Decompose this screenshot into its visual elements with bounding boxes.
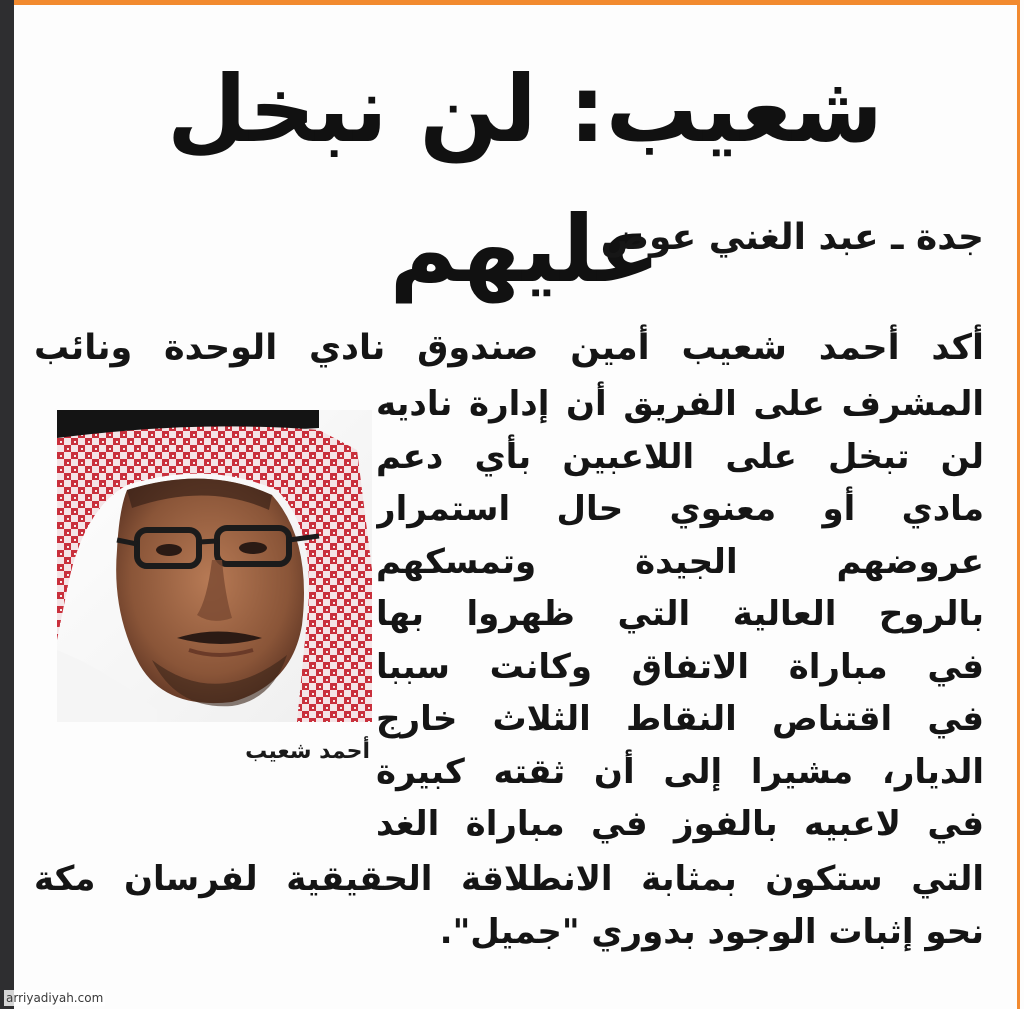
left-edge-bar [0,0,14,1009]
body-line: الديار، مشيرا إلى أن ثقته كبيرة [376,751,984,792]
body-line: التي ستكون بمثابة الانطلاقة الحقيقية لفرسان مكة [34,859,984,899]
body-line: نحو إثبات الوجود بدوري "جميل". [439,911,984,952]
body-line: بالروح العالية التي ظهروا بها [376,594,984,634]
body-line: عروضهم الجيدة وتمسكهم [376,541,984,582]
body-line: مادي أو معنوي حال استمرار [376,489,984,529]
portrait-illustration [57,410,372,722]
body-line: المشرف على الفريق أن إدارة ناديه [376,384,984,424]
article-byline: جدة ـ عبد الغني عوض [600,217,984,258]
article-body-column [376,378,984,851]
article-headline: شعيب: لن نبخل عليهم [166,56,884,303]
site-watermark: arriyadiyah.com [6,991,104,1005]
photo-caption: أحمد شعيب [245,739,370,764]
right-frame-border [1017,0,1020,1009]
body-line: لن تبخل على اللاعبين بأي دعم [376,436,984,477]
article-lead-line: أكد أحمد شعيب أمين صندوق نادي الوحدة ونائب [34,328,984,368]
body-line: في مباراة الاتفاق وكانت سببا [376,646,984,687]
body-line: في اقتناص النقاط الثلاث خارج [376,699,984,739]
article-body-full-width [34,853,984,958]
body-line: في لاعبيه بالفوز في مباراة الغد [376,804,984,844]
portrait-photo [57,410,372,722]
top-frame-border [14,0,1020,5]
